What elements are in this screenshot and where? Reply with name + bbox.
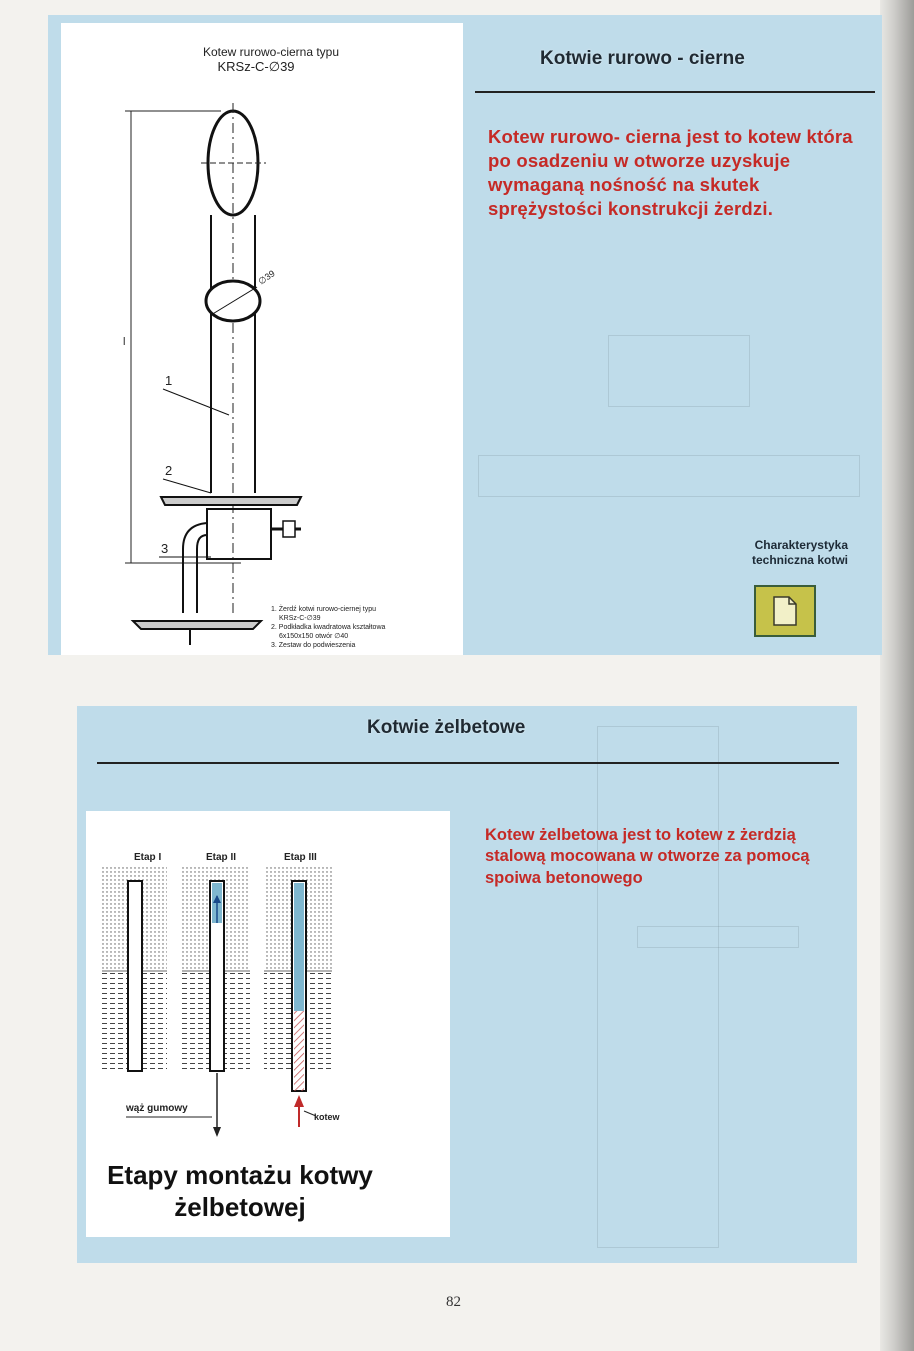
- drawing-legend: [271, 604, 385, 649]
- document-icon: [772, 595, 798, 627]
- tube-section-circle: [206, 281, 260, 321]
- legend-line-2: KRSz-C-∅39: [279, 615, 321, 622]
- bleed-through-shape: [597, 726, 719, 1248]
- book-page-edge: [880, 0, 914, 1351]
- legend-line-1: 1. Żerdź kotwi rurowo-ciernej typu: [271, 606, 377, 613]
- slide2-description: Kotew żelbetowa jest to kotew z żerdzią stalową mocowana w otworze za pomocą spoiwa betonowego: [485, 826, 810, 887]
- slide1-title: Kotwie rurowo - cierne: [540, 48, 745, 69]
- marker-2: 2: [165, 463, 173, 478]
- marker-1-leader: [163, 389, 229, 415]
- legend-line-5: 3. Zestaw do podwieszenia: [271, 642, 356, 649]
- marker-1: 1: [165, 373, 173, 388]
- slide-rurowo-cierne: [48, 15, 882, 655]
- marker-3: 3: [161, 541, 169, 556]
- anchor-install-stages-diagram: [86, 811, 450, 1237]
- friction-anchor-drawing: [61, 23, 463, 655]
- technical-spec-button[interactable]: [754, 585, 816, 637]
- stages-diagram-panel: [86, 811, 450, 1237]
- stage-3-column: [264, 866, 332, 1127]
- link-label-line2: techniczna kotwi: [751, 553, 848, 567]
- hanger-plate: [133, 621, 261, 629]
- slide2-title: Kotwie żelbetowe: [367, 717, 526, 738]
- washer-plate: [161, 497, 301, 505]
- legend-line-3: 2. Podkładka kwadratowa kształtowa: [271, 624, 386, 631]
- anchor-drawing-panel: [61, 23, 463, 655]
- legend-line-4: 6x150x150 otwór ∅40: [279, 633, 349, 640]
- diagram-caption-line1: Etapy montażu kotwy: [107, 1160, 373, 1190]
- stage-label-3: Etap III: [284, 852, 317, 863]
- slide-zelbetowe: [77, 706, 857, 1263]
- stage-label-2: Etap II: [206, 852, 237, 863]
- drawing-title-line2: KRSz-C-∅39: [217, 59, 295, 74]
- bleed-through-shape: [637, 926, 799, 948]
- bleed-through-shape: [608, 335, 750, 407]
- slide1-description: Kotew rurowo- cierna jest to kotew która po osadzeniu w otworze uzyskuje wymaganą nośność na skutek sprężystości konstrukcji żerdzi.: [488, 126, 853, 220]
- drawing-title-line1: Kotew rurowo-cierna typu: [202, 45, 340, 59]
- marker-2-leader: [163, 479, 211, 493]
- section-diameter-label: ∅39: [256, 268, 277, 287]
- stage-label-1: Etap I: [134, 852, 162, 863]
- technical-spec-link-label[interactable]: [688, 538, 848, 568]
- slide2-title-rule: [97, 762, 839, 764]
- stage-1-column: [102, 866, 167, 1071]
- anchor-label: kotew: [314, 1112, 340, 1122]
- page-number: 82: [446, 1294, 461, 1310]
- dimension-l-label: l: [123, 336, 126, 348]
- bleed-through-shape: [478, 455, 860, 497]
- hanger-inner: [197, 535, 207, 613]
- diagram-caption-line2: żelbetowej: [174, 1192, 306, 1222]
- link-label-line1: Charakterystyka: [754, 538, 848, 552]
- stage-2-column: [182, 866, 250, 1137]
- clamp-nut: [283, 521, 295, 537]
- clamp-sleeve: [207, 509, 271, 559]
- hose-label: wąż gumowy: [126, 1103, 188, 1114]
- slide1-title-rule: [475, 91, 875, 93]
